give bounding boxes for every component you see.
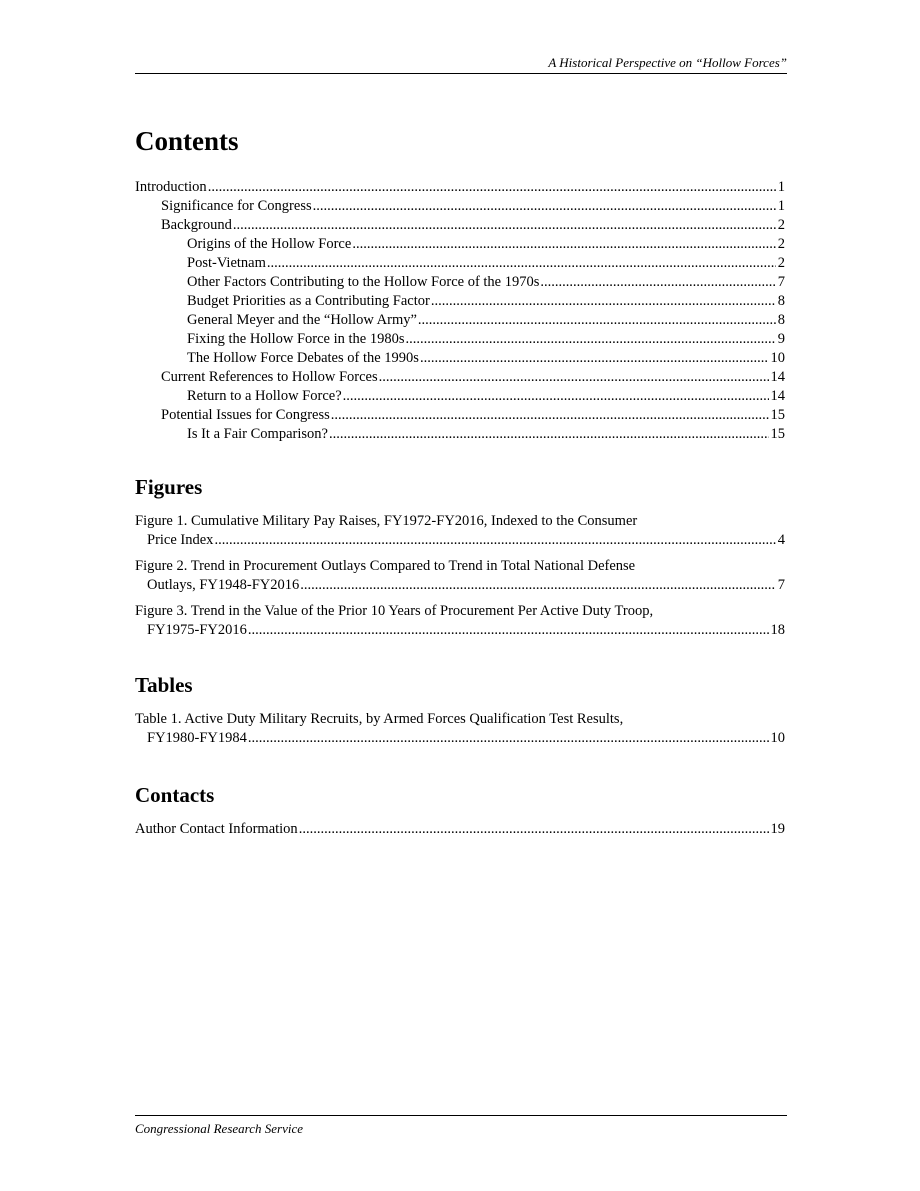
- footer-publisher: Congressional Research Service: [135, 1121, 303, 1136]
- running-title: A Historical Perspective on “Hollow Forces”: [548, 55, 787, 70]
- figure-entry-3[interactable]: [135, 602, 785, 640]
- contacts-section: [135, 782, 785, 839]
- dot-leader: [343, 387, 769, 406]
- toc-entry-page: 15: [770, 407, 785, 423]
- toc-entry-page: 14: [770, 388, 785, 404]
- figure-entry-title-cont: Outlays, FY1948-FY2016: [147, 577, 300, 593]
- dot-leader: [418, 311, 776, 330]
- toc-entry-origins[interactable]: [135, 235, 785, 254]
- toc-entry-title: Is It a Fair Comparison?: [187, 426, 328, 442]
- toc-entry-title: The Hollow Force Debates of the 1990s: [187, 350, 419, 366]
- contact-entry-author[interactable]: [135, 820, 785, 839]
- contents-heading: Contents: [135, 126, 239, 156]
- dot-leader: [299, 820, 769, 839]
- figure-entry-continuation: [135, 531, 785, 550]
- toc-entry-page: 2: [777, 255, 785, 271]
- toc-entry-page: 8: [777, 293, 785, 309]
- dot-leader: [214, 531, 775, 550]
- dot-leader: [208, 178, 776, 197]
- figure-entry-page: 7: [777, 577, 785, 593]
- dot-leader: [406, 330, 776, 349]
- page-footer: [135, 1115, 787, 1137]
- dot-leader: [540, 273, 775, 292]
- toc-entry-return[interactable]: [135, 387, 785, 406]
- toc-entry-page: 8: [777, 312, 785, 328]
- figure-entry-page: 18: [770, 622, 785, 638]
- contact-entry-title: Author Contact Information: [135, 821, 298, 837]
- toc-entry-page: 2: [777, 236, 785, 252]
- toc-entry-title: Background: [161, 217, 232, 233]
- tables-heading: Tables: [135, 673, 193, 697]
- figure-entry-title: Figure 1. Cumulative Military Pay Raises, FY1972-FY2016, Indexed to the Consumer: [135, 513, 638, 529]
- figures-heading: Figures: [135, 475, 203, 499]
- toc-entry-title: Origins of the Hollow Force: [187, 236, 352, 252]
- toc-entry-potential-issues[interactable]: [135, 406, 785, 425]
- toc-entry-page: 15: [770, 426, 785, 442]
- toc-entry-title: General Meyer and the “Hollow Army”: [187, 312, 417, 328]
- toc-entry-page: 14: [770, 369, 785, 385]
- dot-leader: [420, 349, 769, 368]
- contact-entry-page: 19: [770, 821, 785, 837]
- toc-entry-current-references[interactable]: [135, 368, 785, 387]
- toc-entry-fixing-1980s[interactable]: [135, 330, 785, 349]
- dot-leader: [331, 406, 769, 425]
- toc-entry-budget-priorities[interactable]: [135, 292, 785, 311]
- toc-entry-title: Budget Priorities as a Contributing Factor: [187, 293, 430, 309]
- table-entry-title-cont: FY1980-FY1984: [147, 730, 247, 746]
- toc-entry-significance[interactable]: [135, 197, 785, 216]
- dot-leader: [313, 197, 776, 216]
- running-header: [135, 55, 787, 74]
- table-entry-1[interactable]: [135, 710, 785, 748]
- figure-entry-continuation: [135, 621, 785, 640]
- figures-section: [135, 474, 785, 640]
- toc-entry-title: Introduction: [135, 179, 207, 195]
- toc-entry-title: Return to a Hollow Force?: [187, 388, 342, 404]
- table-entry-page: 10: [770, 730, 785, 746]
- toc-entry-title: Significance for Congress: [161, 198, 312, 214]
- dot-leader: [431, 292, 776, 311]
- dot-leader: [233, 216, 776, 235]
- contents-list: [135, 178, 785, 444]
- figure-entry-title: Figure 3. Trend in the Value of the Prior 10 Years of Procurement Per Active Duty Troop,: [135, 603, 654, 619]
- figure-entry-title-cont: FY1975-FY2016: [147, 622, 247, 638]
- toc-entry-introduction[interactable]: [135, 178, 785, 197]
- dot-leader: [267, 254, 776, 273]
- figure-entry-title-cont: Price Index: [147, 532, 214, 548]
- toc-entry-page: 7: [777, 274, 785, 290]
- toc-entry-general-meyer[interactable]: [135, 311, 785, 330]
- toc-entry-page: 1: [777, 198, 785, 214]
- toc-entry-page: 10: [770, 350, 785, 366]
- figure-entry-2[interactable]: [135, 557, 785, 595]
- table-entry-continuation: [135, 729, 785, 748]
- table-of-contents: [135, 124, 785, 839]
- dot-leader: [300, 576, 775, 595]
- tables-section: [135, 672, 785, 748]
- toc-entry-page: 9: [777, 331, 785, 347]
- toc-entry-title: Current References to Hollow Forces: [161, 369, 378, 385]
- dot-leader: [329, 425, 769, 444]
- toc-entry-debates-1990s[interactable]: [135, 349, 785, 368]
- figure-entry-1[interactable]: [135, 512, 785, 550]
- dot-leader: [248, 729, 769, 748]
- figure-entry-continuation: [135, 576, 785, 595]
- contacts-heading: Contacts: [135, 783, 215, 807]
- dot-leader: [352, 235, 775, 254]
- toc-entry-page: 1: [777, 179, 785, 195]
- figure-entry-title: Figure 2. Trend in Procurement Outlays Compared to Trend in Total National Defense: [135, 558, 636, 574]
- dot-leader: [248, 621, 769, 640]
- dot-leader: [379, 368, 769, 387]
- figure-entry-page: 4: [777, 532, 785, 548]
- toc-entry-title: Fixing the Hollow Force in the 1980s: [187, 331, 405, 347]
- toc-entry-title: Potential Issues for Congress: [161, 407, 330, 423]
- table-entry-title: Table 1. Active Duty Military Recruits, by Armed Forces Qualification Test Results,: [135, 711, 624, 727]
- toc-entry-other-factors[interactable]: [135, 273, 785, 292]
- toc-entry-title: Post-Vietnam: [187, 255, 266, 271]
- toc-entry-title: Other Factors Contributing to the Hollow Force of the 1970s: [187, 274, 540, 290]
- toc-entry-background[interactable]: [135, 216, 785, 235]
- toc-entry-fair-comparison[interactable]: [135, 425, 785, 444]
- toc-entry-post-vietnam[interactable]: [135, 254, 785, 273]
- toc-entry-page: 2: [777, 217, 785, 233]
